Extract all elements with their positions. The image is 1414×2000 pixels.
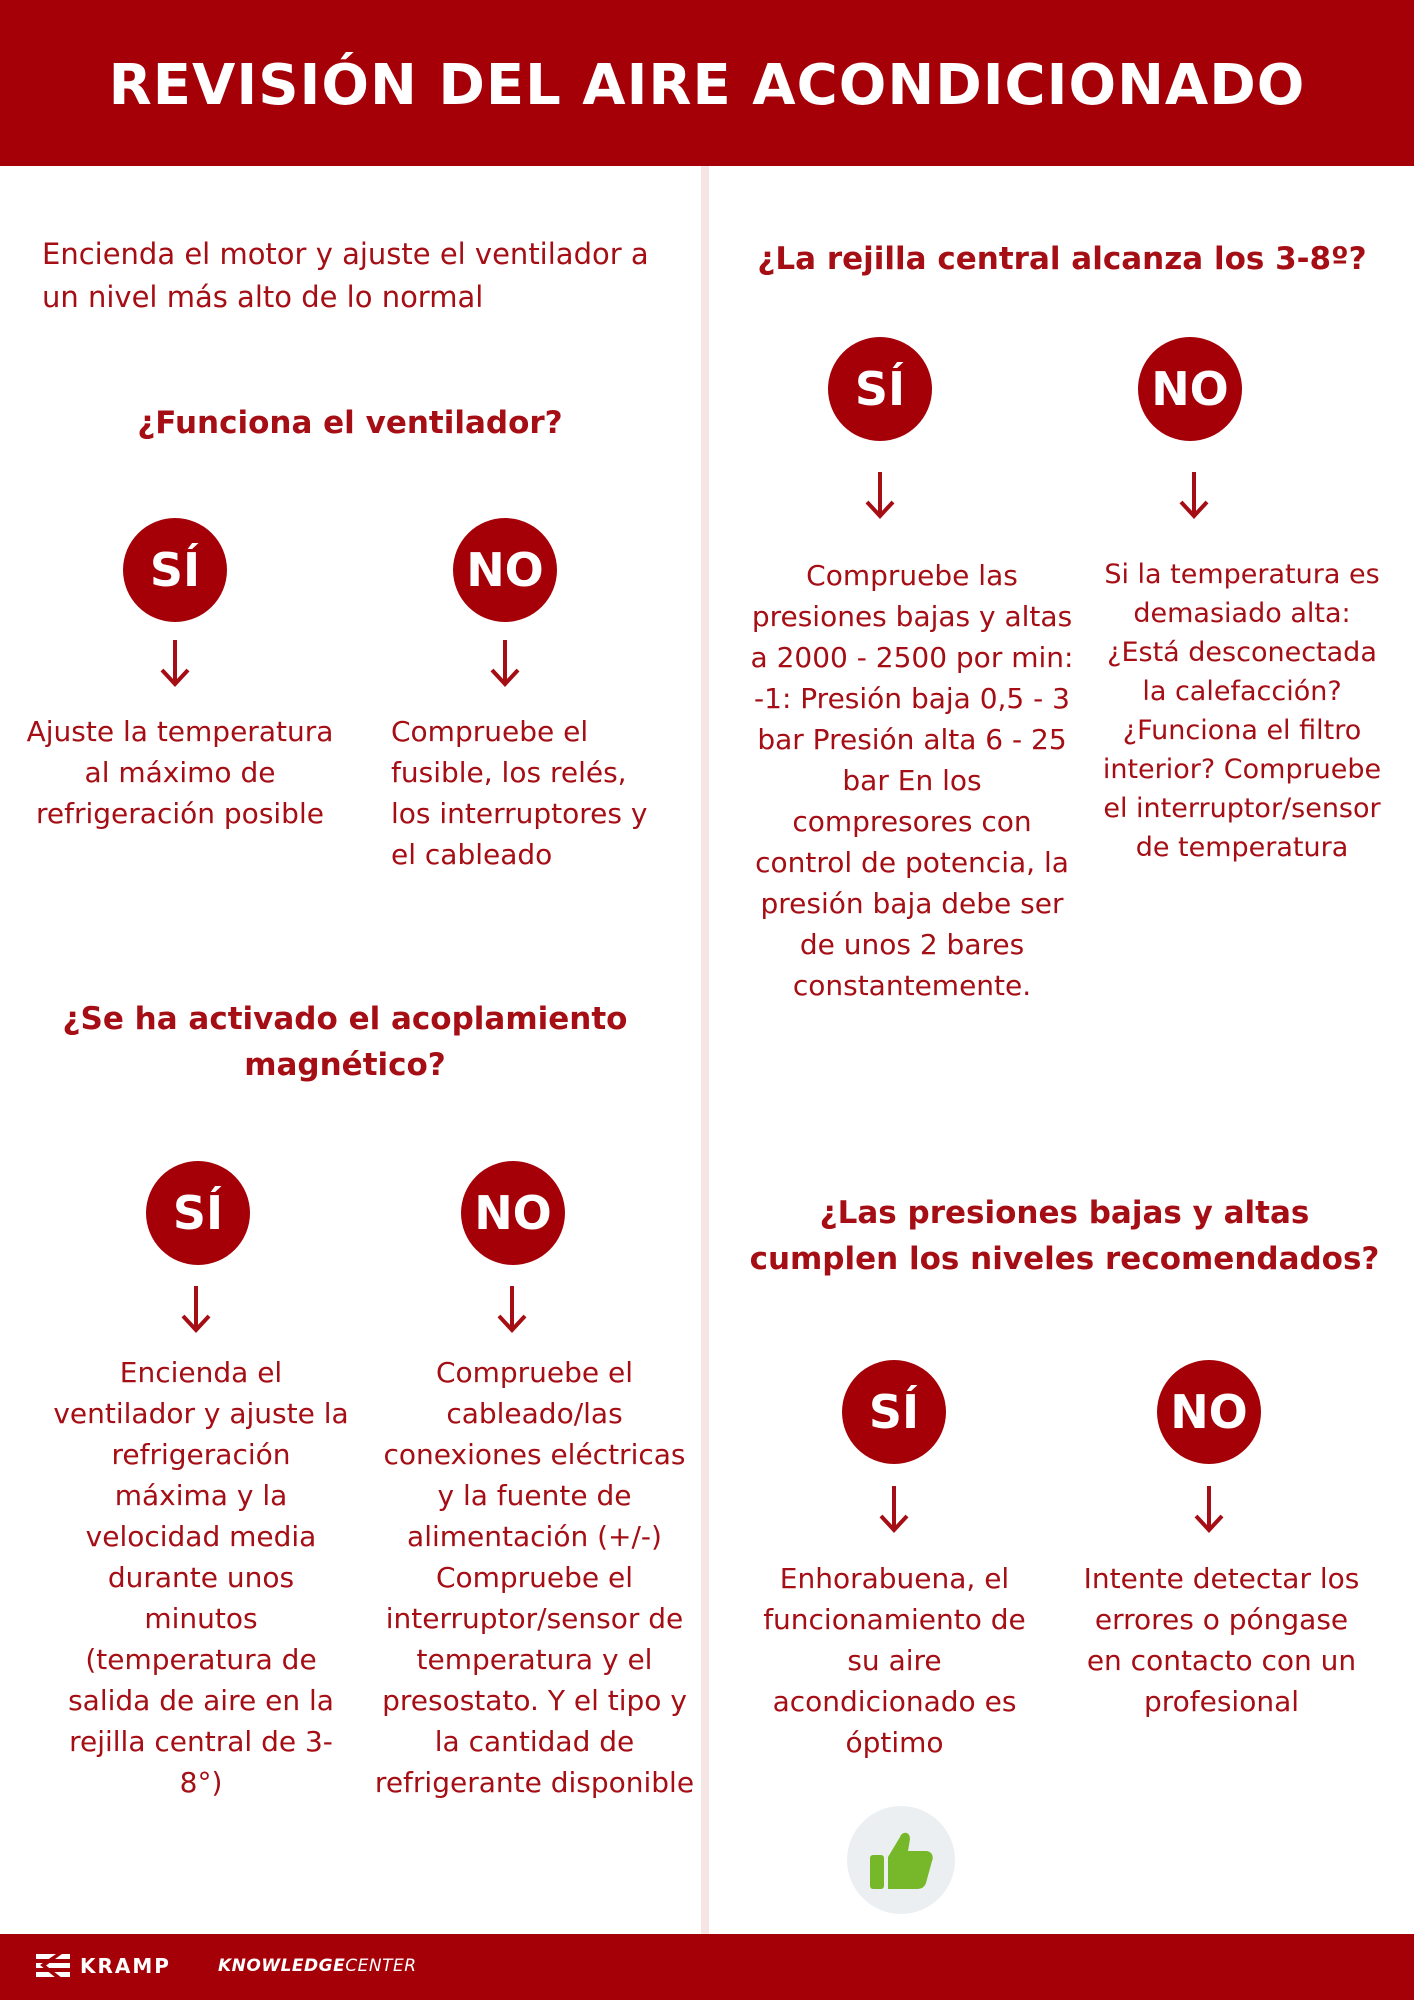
q3-no-circle [1138,337,1242,441]
q3-yes-circle [828,337,932,441]
q4-yes-circle [842,1360,946,1464]
arrow-down-icon [495,1284,529,1334]
arrow-down-icon [863,470,897,520]
q2-no-circle [461,1161,565,1265]
arrow-down-icon [1192,1484,1226,1534]
thumbs-up-icon [866,1827,936,1893]
intro-text: Encienda el motor y ajuste el ventilador a un nivel más alto de lo normal [42,237,649,314]
kramp-brand: KRAMP [80,1954,171,1978]
q2-yes-circle [146,1161,250,1265]
q4-no-text: Intente detectar los errores o póngase en contacto con un profesional [1083,1562,1360,1718]
q1-yes-text: Ajuste la temperatura al máximo de refrigeración posible [26,715,334,830]
page-footer [0,1934,1414,2000]
arrow-down-icon [877,1484,911,1534]
q3-no-text: Si la temperatura es demasiado alta: ¿Está desconectada la calefacción? ¿Funciona el filtro interior? Compruebe el interruptor/sensor de temperatura [1102,559,1382,863]
kramp-logo [36,1952,171,1980]
q3-yes-text: Compruebe las presiones bajas y altas a 2000 - 2500 por min: -1: Presión baja 0,5 - 3 bar Presión alta 6 - 25 bar En los compresores con control de potencia, la presión baja debe ser de unos 2 bares constantemente. [750,559,1074,1002]
q2-yes-text: Encienda el ventilador y ajuste la refrigeración máxima y la velocidad media durante unos minutos (temperatura de salida de aire en la rejilla central de 3-8°) [53,1356,349,1799]
q1-no-circle [453,518,557,622]
q1-yes-circle [123,518,227,622]
thumbs-up-badge [847,1806,955,1914]
arrow-down-icon [158,638,192,688]
q1-yes-label: SÍ [149,543,201,597]
page-header [0,0,1414,166]
arrow-down-icon [1177,470,1211,520]
q4-no-label: NO [1170,1385,1248,1439]
column-divider [701,166,709,1934]
arrow-down-icon [179,1284,213,1334]
q4-yes-label: SÍ [868,1385,920,1439]
q4-no-circle [1157,1360,1261,1464]
q1-no-label: NO [466,543,544,597]
question-central-grille: ¿La rejilla central alcanza los 3-8º? [757,241,1367,277]
kramp-logo-icon [36,1952,70,1980]
question-magnetic-clutch: ¿Se ha activado el acoplamiento magnético? [62,1001,628,1083]
q2-no-text: Compruebe el cableado/las conexiones eléctricas y la fuente de alimentación (+/-) Compruebe el interruptor/sensor de temperatura y el presostato. Y el tipo y la cantidad de refrigerante disponible [374,1356,695,1799]
question-fan: ¿Funciona el ventilador? [137,405,563,441]
center-label: CENTER [345,1956,417,1976]
q2-yes-label: SÍ [172,1186,224,1240]
q3-yes-label: SÍ [854,362,906,416]
q2-no-label: NO [474,1186,552,1240]
q4-yes-text: Enhorabuena, el funcionamiento de su aire acondicionado es óptimo [763,1562,1026,1759]
page-title: REVISIÓN DEL AIRE ACONDICIONADO [108,52,1306,118]
question-pressure-levels: ¿Las presiones bajas y altas cumplen los niveles recomendados? [749,1195,1380,1277]
q3-no-label: NO [1151,362,1229,416]
q1-no-text: Compruebe el fusible, los relés, los interruptores y el cableado [391,715,648,871]
knowledge-center [218,1956,417,1976]
knowledge-label: KNOWLEDGE [218,1956,346,1976]
arrow-down-icon [488,638,522,688]
